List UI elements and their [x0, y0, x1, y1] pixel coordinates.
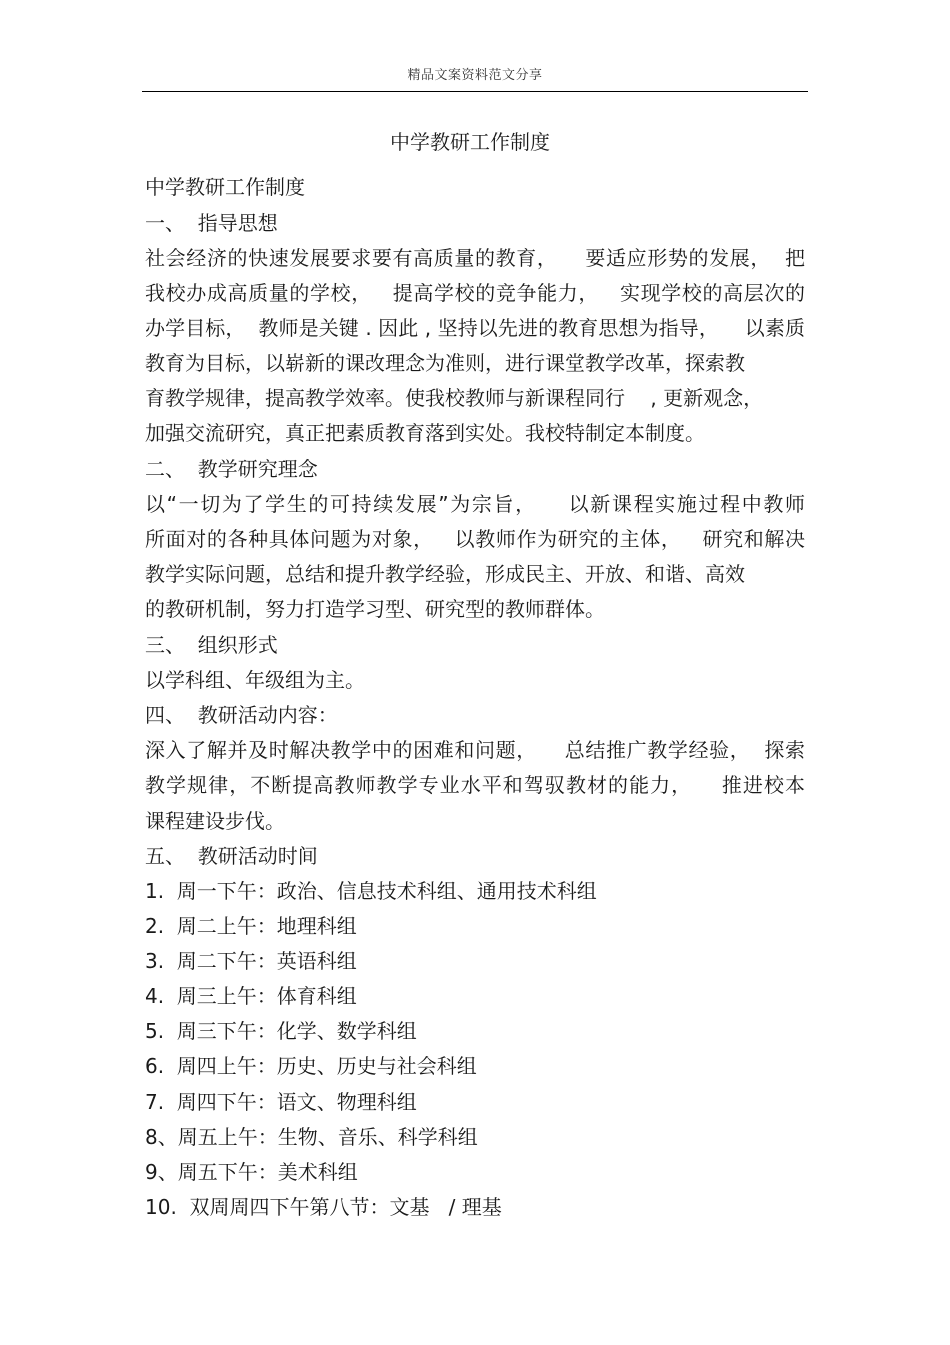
header-divider: [142, 91, 808, 92]
body-line: 教学规律，不断提高教师教学专业水平和驾驭教材的能力， 推进校本: [145, 773, 805, 797]
body-line: 1. 周一下午：政治、信息技术科组、通用技术科组: [145, 879, 597, 903]
body-line: 加强交流研究，真正把素质教育落到实处。我校特制定本制度。: [145, 421, 705, 445]
body-line: 深入了解并及时解决教学中的困难和问题， 总结推广教学经验， 探索: [145, 738, 805, 762]
body-line: 3. 周二下午：英语科组: [145, 949, 357, 973]
body-line: 的教研机制，努力打造学习型、研究型的教师群体。: [145, 597, 605, 621]
body-line: 2. 周二上午：地理科组: [145, 914, 357, 938]
body-line: 课程建设步伐。: [145, 809, 285, 833]
body-line: 办学目标， 教师是关键 . 因此 , 坚持以先进的教育思想为指导， 以素质: [145, 316, 805, 340]
body-line: 9、周五下午：美术科组: [145, 1160, 358, 1184]
body-line: 教学实际问题，总结和提升教学经验，形成民主、开放、和谐、高效: [145, 562, 745, 586]
body-line: 以学科组、年级组为主。: [145, 668, 365, 692]
body-line: 三、 组织形式: [145, 633, 278, 657]
document-title: 中学教研工作制度: [390, 130, 550, 154]
body-line: 4. 周三上午：体育科组: [145, 984, 357, 1008]
body-line: 5. 周三下午：化学、数学科组: [145, 1019, 417, 1043]
body-line: 一、 指导思想: [145, 211, 278, 235]
body-line: 以“一切为了学生的可持续发展”为宗旨， 以新课程实施过程中教师: [145, 492, 805, 516]
body-line: 7. 周四下午：语文、物理科组: [145, 1090, 417, 1114]
body-line: 中学教研工作制度: [145, 175, 305, 199]
body-line: 6. 周四上午：历史、历史与社会科组: [145, 1054, 477, 1078]
body-line: 育教学规律，提高教学效率。使我校教师与新课程同行 , 更新观念，: [145, 386, 764, 410]
body-line: 社会经济的快速发展要求要有高质量的教育， 要适应形势的发展， 把: [145, 246, 805, 270]
body-line: 我校办成高质量的学校， 提高学校的竞争能力， 实现学校的高层次的: [145, 281, 805, 305]
body-line: 所面对的各种具体问题为对象， 以教师作为研究的主体， 研究和解决: [145, 527, 805, 551]
body-line: 教育为目标，以崭新的课改理念为准则，进行课堂教学改革，探索教: [145, 351, 745, 375]
body-line: 五、 教研活动时间: [145, 844, 318, 868]
body-line: 10. 双周周四下午第八节：文基 / 理基: [145, 1195, 502, 1219]
body-line: 8、周五上午：生物、音乐、科学科组: [145, 1125, 478, 1149]
body-line: 二、 教学研究理念: [145, 457, 318, 481]
body-line: 四、 教研活动内容：: [145, 703, 338, 727]
page-header: 精品文案资料范文分享: [407, 68, 543, 83]
